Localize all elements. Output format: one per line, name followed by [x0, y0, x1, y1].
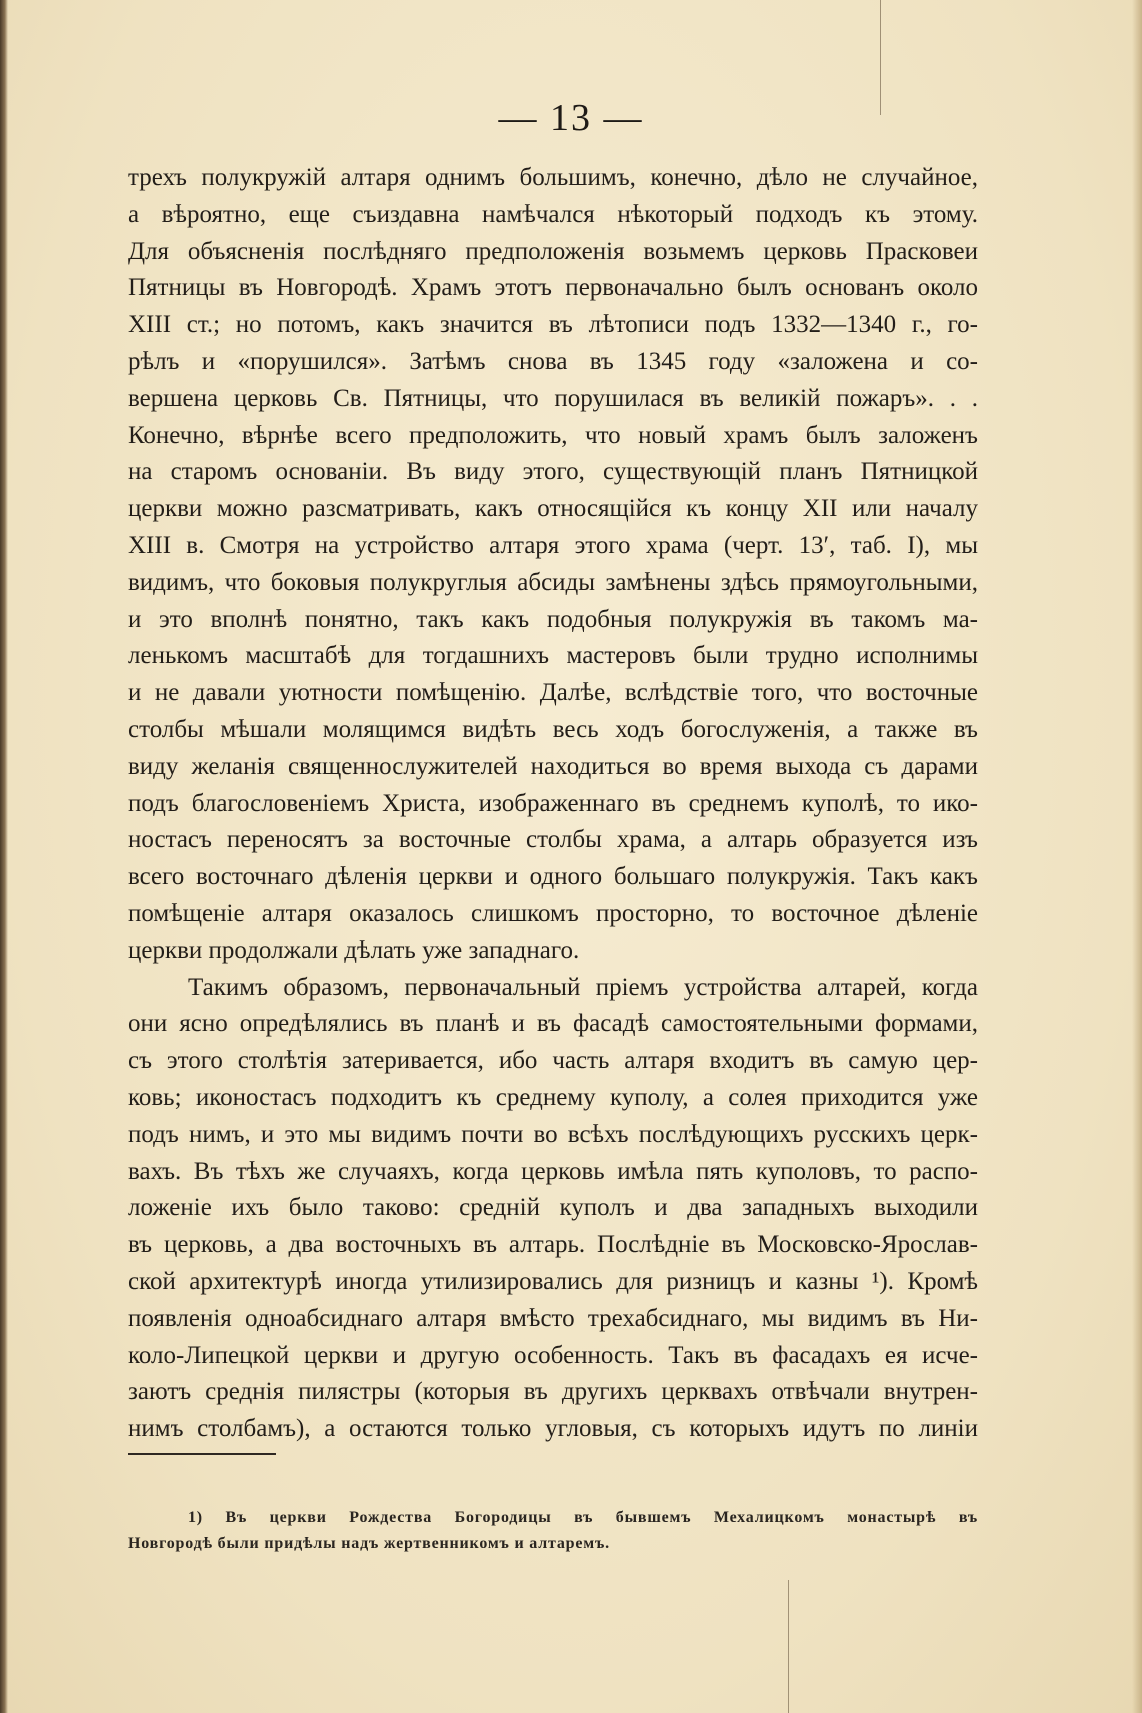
text-line: всего восточнаго дѣленія церкви и одного большаго полукружія. Такъ какъ [128, 863, 978, 891]
text-line: ковь; иконостасъ подходитъ къ среднему куполу, а солея приходится уже [128, 1083, 978, 1111]
text-line: и это вполнѣ понятно, такъ какъ подобныя полукружія въ такомъ ма- [128, 605, 978, 633]
text-line: они ясно опредѣлялись въ планѣ и въ фасадѣ самостоятельными формами, [128, 1010, 978, 1038]
text-line: подъ нимъ, и это мы видимъ почти во всѣхъ послѣдующихъ русскихъ церк- [128, 1120, 978, 1148]
text-line: виду желанія священнослужителей находиться во время выхода съ дарами [128, 752, 978, 780]
text-line: Для объясненія послѣдняго предположенія возьмемъ церковь Прасковеи [128, 237, 978, 265]
footnote-line: Новгородѣ были придѣлы надъ жертвенникомъ и алтаремъ. [128, 1535, 610, 1552]
text-line: съ этого столѣтія затеривается, ибо часть алтаря входитъ въ самую цер- [128, 1047, 978, 1075]
text-line: подъ благословеніемъ Христа, изображеннаго въ среднемъ куполѣ, то ико- [128, 789, 978, 817]
body-text [128, 160, 978, 1448]
text-line: на старомъ основаніи. Въ виду этого, существующій планъ Пятницкой [128, 458, 978, 486]
text-line: вахъ. Въ тѣхъ же случаяхъ, когда церковь имѣла пять куполовъ, то распо- [128, 1157, 978, 1185]
page-edge-left [0, 0, 8, 1713]
text-line: коло-Липецкой церкви и другую особенность. Такъ въ фасадахъ ея исче- [128, 1341, 978, 1369]
text-line: и не давали уютности помѣщенію. Далѣе, вслѣдствіе того, что восточные [128, 679, 978, 707]
footnote-separator [128, 1453, 276, 1455]
page-number: — 13 — [498, 97, 644, 139]
text-line: рѣлъ и «порушился». Затѣмъ снова въ 1345 году «заложена и со- [128, 347, 978, 375]
text-line: вершена церковь Св. Пятницы, что порушилася въ великій пожаръ». . . [128, 384, 978, 412]
text-line: церкви можно разсматривать, какъ относящійся къ концу XII или началу [128, 495, 978, 523]
text-line: ностасъ переносятъ за восточные столбы храма, а алтарь образуется изъ [128, 826, 978, 854]
text-line: XIII в. Смотря на устройство алтаря этого храма (черт. 13′, таб. I), мы [128, 531, 978, 559]
text-line: церкви продолжали дѣлать уже западнаго. [128, 936, 580, 964]
text-line: Такимъ образомъ, первоначальный пріемъ устройства алтарей, когда [188, 973, 978, 1001]
text-line: XIII ст.; но потомъ, какъ значится въ лѣтописи подъ 1332—1340 г., го- [128, 311, 978, 339]
page-edge-right [1132, 0, 1142, 1713]
text-line: нимъ столбамъ), а остаются только угловыя, съ которыхъ идутъ по линіи [128, 1415, 978, 1443]
footnotes [128, 1505, 978, 1557]
text-line: ской архитектурѣ иногда утилизировались для ризницъ и казны ¹). Кромѣ [128, 1267, 978, 1295]
text-line: помѣщеніе алтаря оказалось слишкомъ просторно, то восточное дѣленіе [128, 899, 978, 927]
text-line: въ церковь, а два восточныхъ въ алтарь. Послѣдніе въ Московско-Ярослав- [128, 1231, 978, 1259]
text-line: а вѣроятно, еще съиздавна намѣчался нѣкоторый подходъ къ этому. [128, 200, 978, 228]
text-line: заютъ среднія пилястры (которыя въ другихъ церквахъ отвѣчали внутрен- [128, 1378, 978, 1406]
fold-mark-bottom [788, 1580, 789, 1713]
text-line: трехъ полукружій алтаря однимъ большимъ, конечно, дѣло не случайное, [128, 164, 978, 191]
text-line: ложеніе ихъ было таково: средній куполъ и два западныхъ выходили [128, 1194, 978, 1222]
text-line: видимъ, что боковыя полукруглыя абсиды замѣнены здѣсь прямоугольными, [128, 568, 978, 596]
text-line: ленькомъ масштабѣ для тогдашнихъ мастеровъ были трудно исполнимы [128, 642, 978, 670]
text-line: появленія одноабсиднаго алтаря вмѣсто трехабсиднаго, мы видимъ въ Ни- [128, 1304, 978, 1332]
text-line: столбы мѣшали молящимся видѣть весь ходъ богослуженія, а также въ [128, 715, 978, 743]
text-line: Конечно, вѣрнѣе всего предположить, что новый храмъ былъ заложенъ [128, 421, 978, 449]
text-line: Пятницы въ Новгородѣ. Храмъ этотъ первоначально былъ основанъ около [128, 274, 978, 302]
footnote-line: 1) Въ церкви Рождества Богородицы въ бывшемъ Мехалицкомъ монастырѣ въ [188, 1509, 978, 1526]
